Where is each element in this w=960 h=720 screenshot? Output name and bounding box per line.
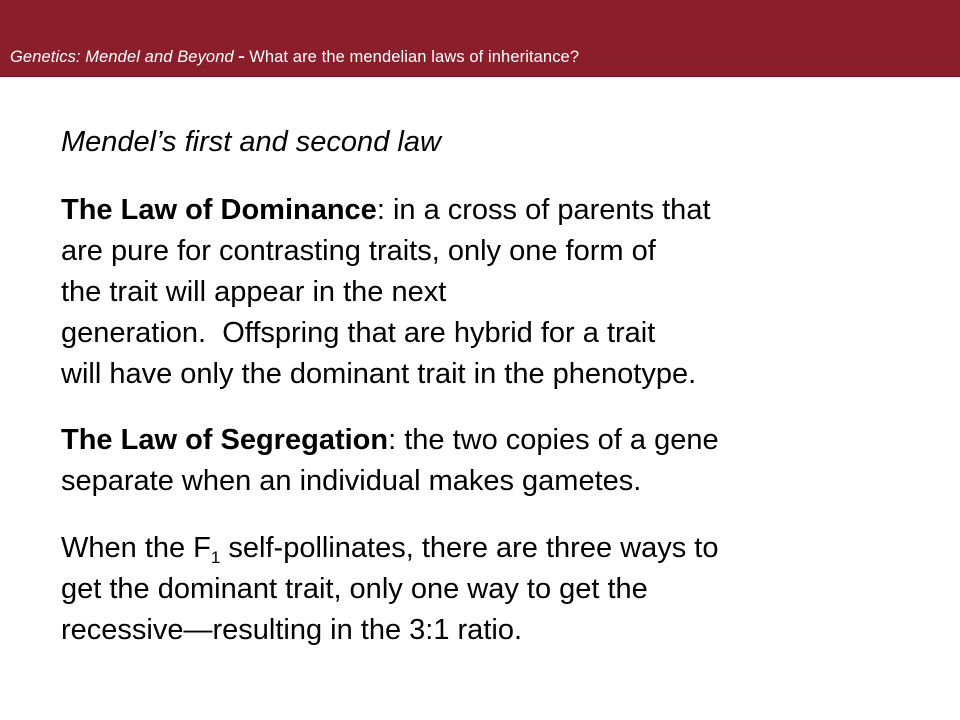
- title-separator: -: [237, 43, 246, 68]
- f1-text-1: self-pollinates, there are three ways to: [220, 532, 719, 564]
- f1-subscript: 1: [210, 548, 221, 567]
- dominance-line-2: are pure for contrasting traits, only one form of: [61, 235, 656, 267]
- law-of-dominance-paragraph: [61, 190, 941, 395]
- f1-line-3: recessive—resulting in the 3:1 ratio.: [61, 614, 522, 646]
- slide-header-title: [10, 43, 580, 68]
- dominance-line-3: the trait will appear in the next: [61, 276, 447, 308]
- f1-lead: When the F: [61, 532, 211, 564]
- dominance-line-1: [61, 190, 941, 231]
- f1-line-2: get the dominant trait, only one way to get the: [61, 573, 648, 605]
- slide-subtitle: Mendel’s first and second law: [61, 126, 441, 158]
- segregation-line-2: separate when an individual makes gametes.: [61, 465, 642, 497]
- dominance-line-4: generation. Offspring that are hybrid for a trait: [61, 317, 656, 349]
- course-title: Genetics: Mendel and Beyond: [10, 48, 234, 66]
- law-of-segregation-paragraph: [61, 420, 941, 502]
- header-bar: [0, 0, 960, 77]
- law-of-dominance-term: The Law of Dominance: [61, 194, 377, 226]
- segregation-text-1: : the two copies of a gene: [388, 424, 719, 456]
- header-question: What are the mendelian laws of inheritance?: [249, 48, 580, 66]
- segregation-line-1: [61, 420, 941, 461]
- f1-line-1: [61, 528, 941, 569]
- dominance-line-5: will have only the dominant trait in the phenotype.: [61, 358, 697, 390]
- f1-self-pollination-paragraph: [61, 528, 941, 651]
- dominance-text-1: : in a cross of parents that: [376, 194, 711, 226]
- law-of-segregation-term: The Law of Segregation: [61, 424, 389, 456]
